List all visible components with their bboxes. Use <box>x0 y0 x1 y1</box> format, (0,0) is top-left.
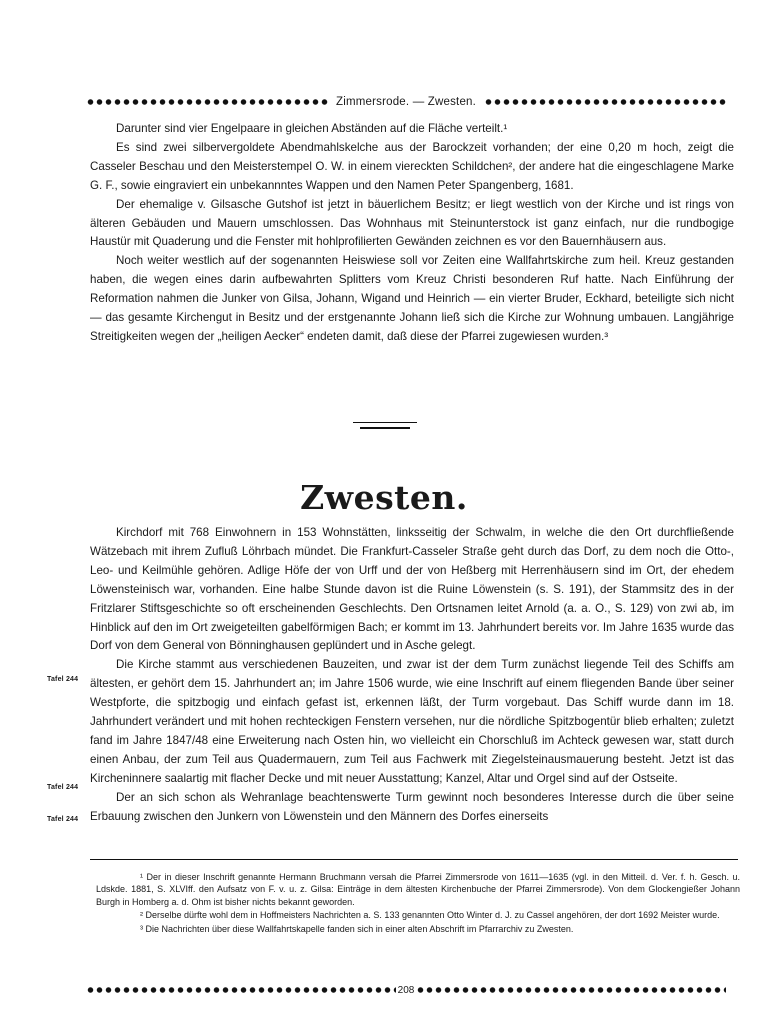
footer-ornament-left <box>86 985 396 995</box>
footnote: ³ Die Nachrichten über diese Wallfahrtskapelle fanden sich in einer alten Abschrift im Pfarrarchiv zu Zwesten. <box>140 923 574 934</box>
page-footer <box>86 983 726 997</box>
paragraph: Der ehemalige v. Gilsasche Gutshof ist jetzt in bäuerlichem Besitz; er liegt westlich von der Kirche und ist rings von älteren Gebäuden und Mauern umschlossen. Das Wohnhaus mit Steinunterstock ist ganz einfach, nur die rundbogige Haustür mit Quaderung und die Fenster mit hohlprofilierten Gewänden zeichnen es vor den Bauernhäusern aus. <box>90 197 734 249</box>
footer-ornament-right <box>416 985 726 995</box>
running-header <box>86 94 726 110</box>
section-title: Zwesten. <box>300 478 468 517</box>
main-section <box>90 524 734 827</box>
paragraph: Der an sich schon als Wehranlage beachtenswerte Turm gewinnt noch besonderes Interesse durch die über seine Erbauung zwischen den Junkern von Löwenstein und den Männern des Dorfes einerseits <box>90 790 734 823</box>
paragraph: Noch weiter westlich auf der sogenannten Heiswiese soll vor Zeiten eine Wallfahrtskirche zum heil. Kreuz gestanden haben, die wegen eines darin aufbewahrten Splitters vom Kreuz Christi besonderen Ruf hatte. Nach Einführung der Reformation nahmen die Junker von Gilsa, Johann, Wigand und Heinrich — ein vierter Bruder, Eckhard, beteiligte sich nicht — das gesamte Kirchengut in Besitz und der erstgenannte Johann ließ sich die Kirche zur Wohnung umbauen. Langjährige Streitigkeiten wegen der „heiligen Aecker“ endeten damit, daß diese der Pfarrei zugewiesen wurden.³ <box>90 254 734 343</box>
paragraph: Kirchdorf mit 768 Einwohnern in 153 Wohnstätten, linksseitig der Schwalm, in welche die den Ort durchfließende Wätzebach mit ihrem Zufluß Löhrbach mündet. Die Frankfurt-Casseler Straße geht durch das Dorf, zu dem noch die Otto-, Leo- und Keilmühle gehören. Adlige Höfe der von Urff und der von Heßberg mit Herrenhäusern sind im Ort, der ehedem Löwensteinisch war, vorhanden. Eine halbe Stunde davon ist die Ruine Löwenstein (s. S. 191), der Stammsitz des in der Fritzlarer Stiftsgeschichte so oft erscheinenden Geschlechts. Den Ortsnamen leitet Arnold (a. a. O., S. 129) von zwi ab, im Hinblick auf den im Ort zweigeteilten gabelförmigen Bach; er kommt im 13. Jahrhundert bereits vor. Im Jahre 1635 wurde das Dorf von dem General von Bönninghausen geplündert und in Asche gelegt. <box>90 526 734 653</box>
page-number: 208 <box>397 984 415 996</box>
paragraph: Die Kirche stammt aus verschiedenen Bauzeiten, und zwar ist der dem Turm zunächst liegende Teil des Schiffs am ältesten, er gehört dem 15. Jahrhundert an; im Jahre 1506 wurde, wie eine Inschrift auf einem fliegenden Bande über seiner Westpforte, die spitzbogig und einfach gefast ist, erkennen läßt, der Turm vorgebaut. Das Schiff wurde dann im 18. Jahrhundert verändert und mit hohen rechteckigen Fenstern versehen, nur die nördliche Spitzbogentür blieb erhalten; zuletzt fand im Jahre 1847/48 eine Erweiterung nach Osten hin, wo vielleicht ein Chorschluß im Achteck gewesen war, statt durch einen Anbau, der zum Teil aus Quadermauern, zum Teil aus Fachwerk mit Ziegelsteinausmauerung besteht. Jetzt ist das Kircheninnere saalartig mit flacher Decke und mit neuer Ausstattung; Kanzel, Altar und Orgel sind auf der Ostseite. <box>90 658 734 785</box>
margin-note-plate-reference: Tafel 244 <box>47 676 79 683</box>
header-ornament-right <box>484 97 726 107</box>
footnote: ¹ Der in dieser Inschrift genannte Hermann Bruchmann versah die Pfarrei Zimmersrode von 1611—1635 (vgl. in den Mitteil. d. Ver. f. h. Gesch. u. Ldskde. 1881, S. XLVIff. den Aufsatz von F. v. u. z. Gilsa: Einträge in dem ältesten Kirchenbuche der Pfarrei Zimmersrode). Von dem Glockengießer Johann Burgh in Homberg a. d. Ohm ist bisher nichts bekannt geworden. <box>96 872 740 907</box>
paragraph: Es sind zwei silbervergoldete Abendmahlskelche aus der Barockzeit vorhanden; der eine 0,20 m hoch, zeigt die Casseler Beschau und den Meisterstempel O. W. in einem viereckten Schildchen², der andere hat die eingeschlagene Marke G. F., sowie eingraviert ein unbekannntes Wappen und den Namen Peter Spangenberg, 1681. <box>90 140 734 192</box>
section-divider <box>360 427 410 429</box>
footnotes <box>96 871 740 936</box>
paragraph: Darunter sind vier Engelpaare in gleichen Abständen auf die Fläche verteilt.¹ <box>116 122 508 135</box>
footnote: ² Derselbe dürfte wohl dem in Hoffmeisters Nachrichten a. S. 133 genannten Otto Winter d. J. zu Cassel angehören, der dort 1692 Meister wurde. <box>140 910 720 921</box>
header-ornament-left <box>86 97 328 107</box>
footnote-separator <box>90 859 738 860</box>
top-section <box>90 120 734 347</box>
margin-note-plate-reference: Tafel 244 <box>47 784 79 791</box>
section-divider <box>353 422 417 423</box>
running-title: Zimmersrode. — Zwesten. <box>335 96 477 108</box>
margin-note-plate-reference: Tafel 244 <box>47 816 79 823</box>
